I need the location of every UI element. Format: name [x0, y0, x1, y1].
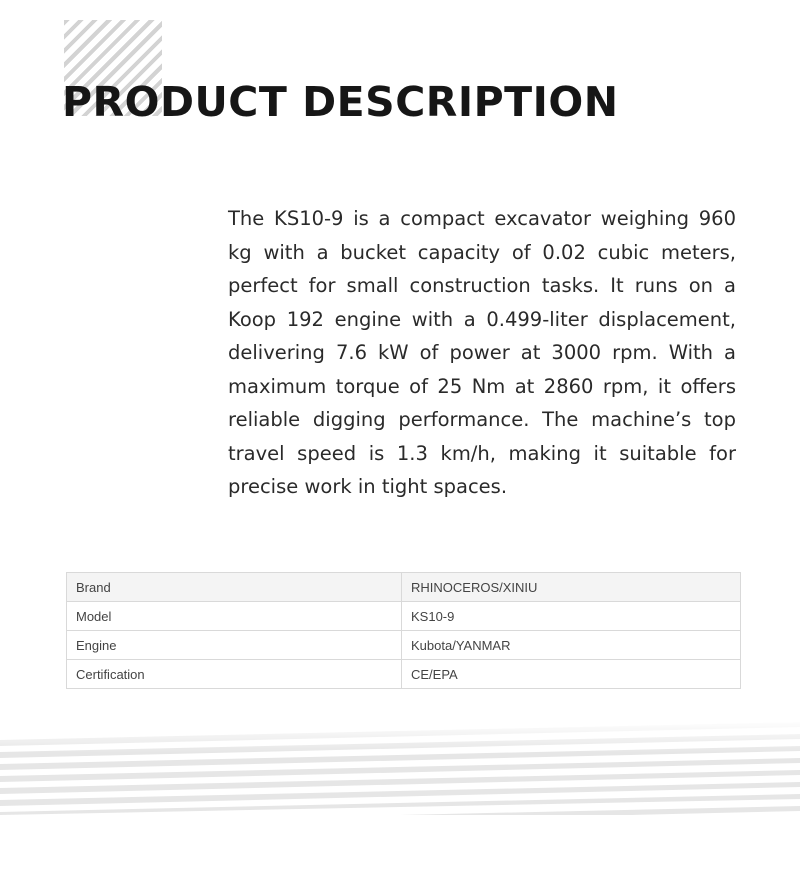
specs-table: [66, 572, 741, 689]
stripe-decoration: [0, 720, 800, 815]
spec-value: CE/EPA: [402, 660, 741, 689]
table-row: [67, 660, 741, 689]
spec-label: Engine: [67, 631, 402, 660]
spec-label: Brand: [67, 573, 402, 602]
spec-value: Kubota/YANMAR: [402, 631, 741, 660]
spec-value: RHINOCEROS/XINIU: [402, 573, 741, 602]
table-row: [67, 631, 741, 660]
spec-label: Certification: [67, 660, 402, 689]
table-row: [67, 573, 741, 602]
spec-value: KS10-9: [402, 602, 741, 631]
product-description: The KS10-9 is a compact excavator weighing 960 kg with a bucket capacity of 0.02 cubic meters, perfect for small construction tasks. It runs on a Koop 192 engine with a 0.499-liter displacement, delivering 7.6 kW of power at 3000 rpm. With a maximum torque of 25 Nm at 2860 rpm, it offers reliable digging performance. The machine’s top travel speed is 1.3 km/h, making it suitable for precise work in tight spaces.: [228, 207, 736, 498]
page-title: PRODUCT DESCRIPTION: [62, 78, 619, 126]
spec-label: Model: [67, 602, 402, 631]
table-row: [67, 602, 741, 631]
